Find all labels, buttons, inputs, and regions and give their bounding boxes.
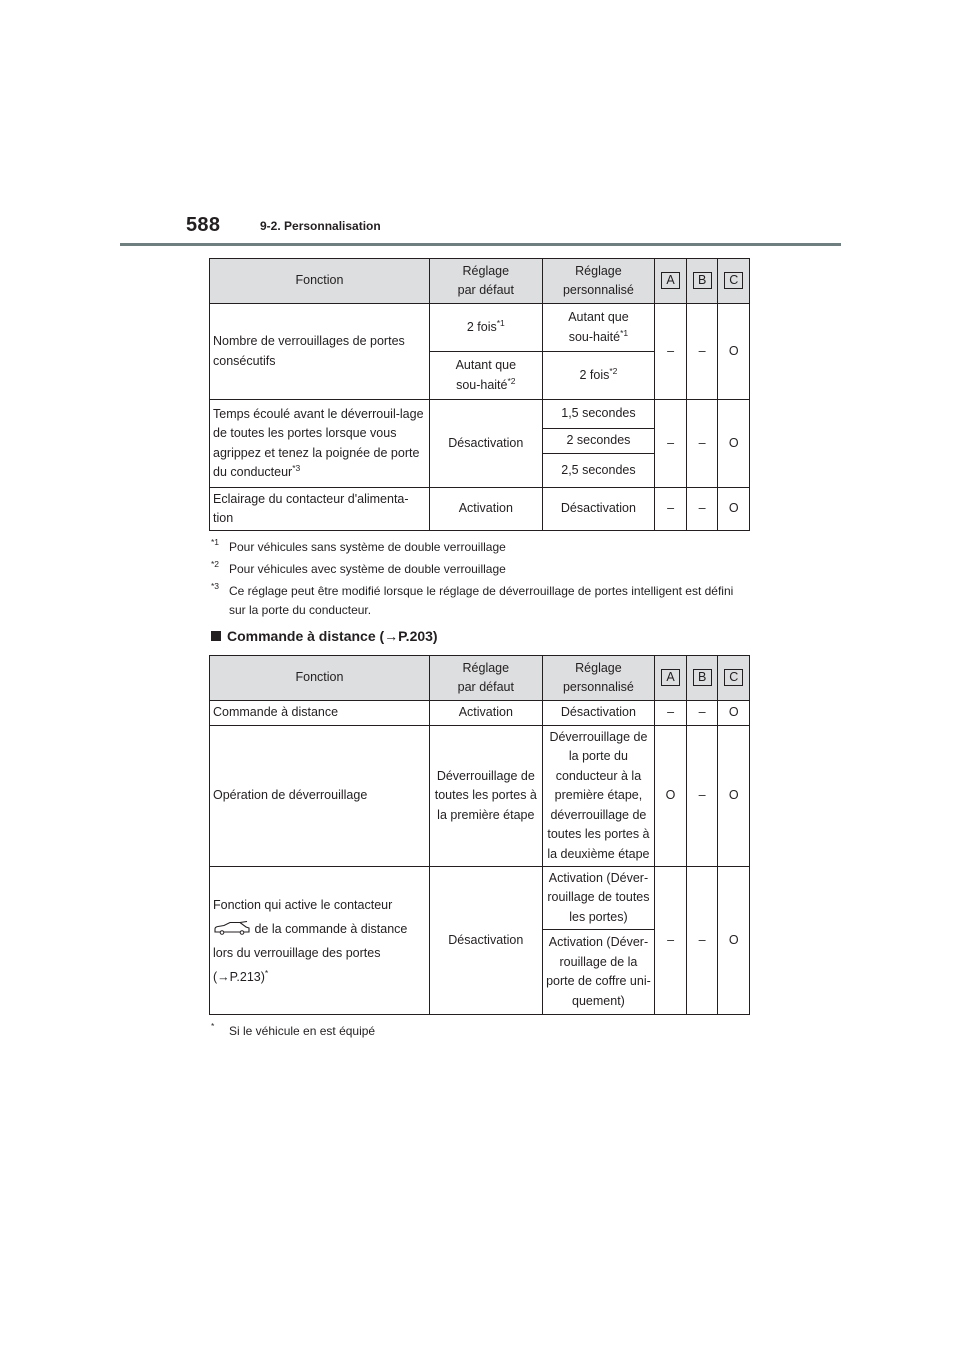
bullet-square-icon (211, 631, 221, 641)
table-header-row (210, 656, 750, 701)
cell-defaut: Autant que sou-haité$^{*2}$ (430, 352, 543, 400)
header-a: A (655, 656, 687, 701)
table-row (210, 701, 750, 726)
cell-a: – (655, 400, 687, 488)
header-c: C (718, 656, 750, 701)
cell-defaut: Activation (430, 701, 543, 726)
page-number: 588 (186, 214, 221, 236)
table-header-row (210, 259, 750, 304)
cell-c: O (718, 400, 750, 488)
cell-fonction: Fonction qui active le contacteur de la commande à distance lors du verrouillage des portes (→P.213)* (210, 867, 430, 1015)
header-fonction: Fonction (210, 656, 430, 701)
cell-personnalise: Désactivation (542, 701, 655, 726)
cell-b: – (686, 867, 718, 1015)
cell-personnalise: 1,5 secondes (542, 400, 655, 429)
footnote: * Si le véhicule en est équipé (211, 1021, 376, 1038)
cell-fonction: Commande à distance (210, 701, 430, 726)
footnote: *1 Pour véhicules sans système de double verrouillage (211, 537, 506, 554)
footnote: *3 Ce réglage peut être modifié lorsque le réglage de déverrouillage de portes intelligent est défini sur la porte du conducteur. (211, 581, 734, 617)
cell-fonction: Eclairage du contacteur d'alimenta-tion (210, 488, 430, 531)
cell-fonction: Temps écoulé avant le déverrouil-lage de toutes les portes lorsque vous agrippez et tenez la poignée de porte du conducteur$^{*3}$ (210, 400, 430, 488)
header-b: B (686, 259, 718, 304)
cell-personnalise: Activation (Déver-rouillage de toutes les portes) (542, 867, 655, 930)
header-a: A (655, 259, 687, 304)
cell-a: – (655, 488, 687, 531)
car-trunk-icon (213, 921, 251, 935)
cell-c: O (718, 488, 750, 531)
cell-a: – (655, 304, 687, 400)
footnote: *2 Pour véhicules avec système de double verrouillage (211, 559, 506, 576)
cell-personnalise: 2 fois$^{*2}$ (542, 352, 655, 400)
header-personnalise: Réglage personnalisé (542, 656, 655, 701)
cell-a: O (655, 726, 687, 867)
header-defaut: Réglage par défaut (430, 656, 543, 701)
cell-defaut: Désactivation (430, 867, 543, 1015)
header-fonction: Fonction (210, 259, 430, 304)
settings-table-2 (209, 655, 750, 1015)
table-row (210, 488, 750, 531)
cell-defaut: Désactivation (430, 400, 543, 488)
table-row (210, 867, 750, 930)
cell-b: – (686, 701, 718, 726)
subheading: Commande à distance (→P.203) (211, 628, 438, 644)
cell-defaut: Activation (430, 488, 543, 531)
table-row (210, 304, 750, 352)
cell-personnalise: Désactivation (542, 488, 655, 531)
header-rule (120, 243, 841, 246)
cell-b: – (686, 488, 718, 531)
table-row (210, 400, 750, 429)
cell-personnalise: 2 secondes (542, 429, 655, 454)
header-defaut: Réglage par défaut (430, 259, 543, 304)
cell-personnalise: Autant que sou-haité$^{*1}$ (542, 304, 655, 352)
cell-fonction: Opération de déverrouillage (210, 726, 430, 867)
header-c: C (718, 259, 750, 304)
cell-personnalise: Déverrouillage de la porte du conducteur à la première étape, déverrouillage de toutes les portes à la deuxième étape (542, 726, 655, 867)
settings-table-1 (209, 258, 750, 531)
cell-personnalise: 2,5 secondes (542, 454, 655, 488)
cell-c: O (718, 726, 750, 867)
cell-b: – (686, 400, 718, 488)
cell-a: – (655, 701, 687, 726)
cell-defaut: 2 fois$^{*1}$ (430, 304, 543, 352)
cell-a: – (655, 867, 687, 1015)
table-row (210, 726, 750, 867)
header-b: B (686, 656, 718, 701)
section-title: 9-2. Personnalisation (260, 219, 381, 233)
cell-fonction: Nombre de verrouillages de portes consécutifs (210, 304, 430, 400)
cell-c: O (718, 867, 750, 1015)
cell-defaut: Déverrouillage de toutes les portes à la première étape (430, 726, 543, 867)
cell-b: – (686, 726, 718, 867)
cell-c: O (718, 701, 750, 726)
cell-personnalise: Activation (Déver-rouillage de la porte de coffre uni-quement) (542, 930, 655, 1015)
header-personnalise: Réglage personnalisé (542, 259, 655, 304)
cell-b: – (686, 304, 718, 400)
cell-c: O (718, 304, 750, 400)
